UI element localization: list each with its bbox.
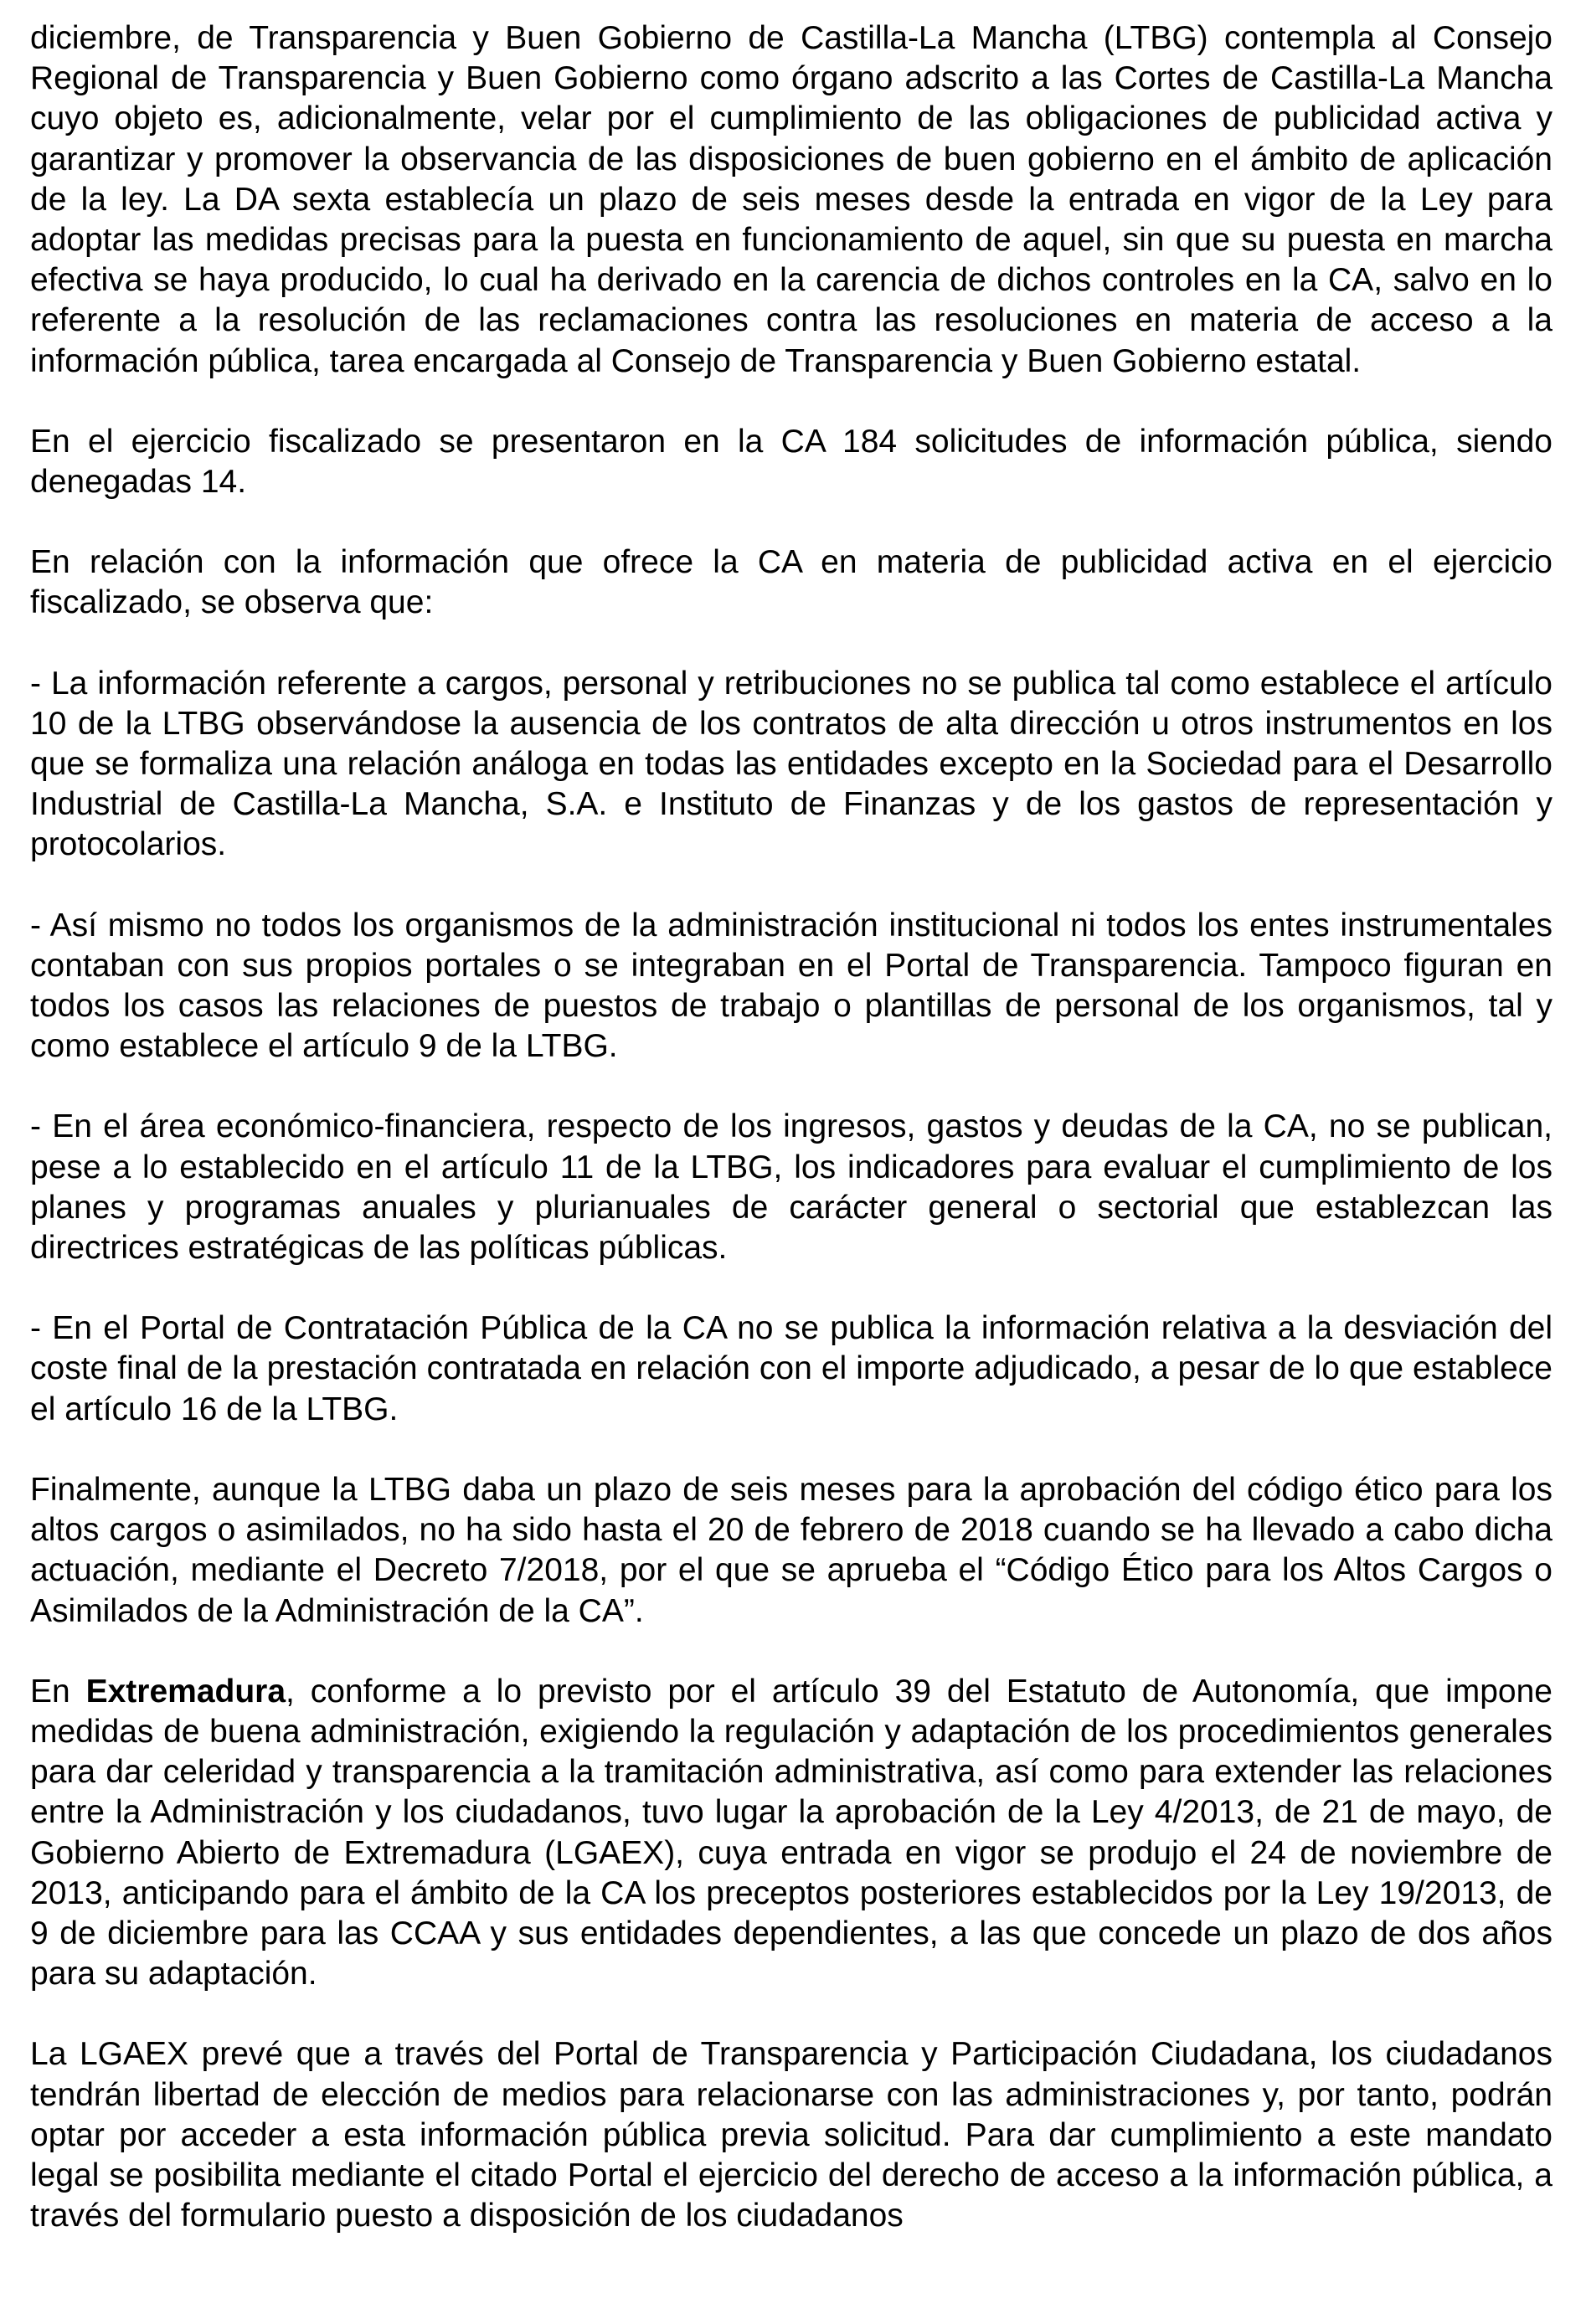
paragraph-extremadura-prefix: En (30, 1673, 86, 1710)
paragraph-solicitudes: En el ejercicio fiscalizado se presentaron en la CA 184 solicitudes de información pública, siendo denegadas 14. (30, 423, 1553, 501)
document-page (30, 18, 1553, 2236)
paragraph-cargos-personal: - La información referente a cargos, personal y retribuciones no se publica tal como establece el artículo 10 de la LTBG observándose la ausencia de los contratos de alta dirección u otros instrumentos en los que se formaliza una relación análoga en todas las entidades excepto en la Sociedad para el Desarrollo Industrial de Castilla-La Mancha, S.A. e Instituto de Finanzas y de los gastos de representación y protocolarios. (30, 665, 1553, 863)
paragraph-codigo-etico: Finalmente, aunque la LTBG daba un plazo de seis meses para la aprobación del código ético para los altos cargos o asimilados, no ha sido hasta el 20 de febrero de 2018 cuando se ha llevado a cabo dicha actuación, mediante el Decreto 7/2018, por el que se aprueba el “Código Ético para los Altos Cargos o Asimilados de la Administración de la CA”. (30, 1471, 1553, 1629)
paragraph-organismos-portales: - Así mismo no todos los organismos de la administración institucional ni todos los entes instrumentales contaban con sus propios portales o se integraban en el Portal de Transparencia. Tampoco figuran en todos los casos las relaciones de puestos de trabajo o plantillas de personal de los organismos, tal y como establece el artículo 9 de la LTBG. (30, 907, 1553, 1065)
paragraph-extremadura-body: , conforme a lo previsto por el artículo 39 del Estatuto de Autonomía, que impone medidas de buena administración, exigiendo la regulación y adaptación de los procedimientos generales para dar celeridad y transparencia a la tramitación administrativa, así como para extender las relaciones entre la Administración y los ciudadanos, tuvo lugar la aprobación de la Ley 4/2013, de 21 de mayo, de Gobierno Abierto de Extremadura (LGAEX), cuya entrada en vigor se produjo el 24 de noviembre de 2013, anticipando para el ámbito de la CA los preceptos posteriores establecidos por la Ley 19/2013, de 9 de diciembre para las CCAA y sus entidades dependientes, a las que concede un plazo de dos años para su adaptación. (30, 1673, 1553, 1992)
paragraph-contratacion-publica: - En el Portal de Contratación Pública de la CA no se publica la información relativa a la desviación del coste final de la prestación contratada en relación con el importe adjudicado, a pesar de lo que establece el artículo 16 de la LTBG. (30, 1310, 1553, 1427)
region-name-extremadura: Extremadura (85, 1673, 286, 1710)
paragraph-lgaex-portal: La LGAEX prevé que a través del Portal de Transparencia y Participación Ciudadana, los ciudadanos tendrán libertad de elección de medios para relacionarse con las administraciones y, por tanto, podrán optar por acceder a esta información pública previa solicitud. Para dar cumplimiento a este mandato legal se posibilita mediante el citado Portal el ejercicio del derecho de acceso a la información pública, a través del formulario puesto a disposición de los ciudadanos (30, 2036, 1553, 2234)
paragraph-economico-financiera: - En el área económico-financiera, respecto de los ingresos, gastos y deudas de la CA, no se publican, pese a lo establecido en el artículo 11 de la LTBG, los indicadores para evaluar el cumplimiento de los planes y programas anuales y plurianuales de carácter general o sectorial que establezcan las directrices estratégicas de las políticas públicas. (30, 1108, 1553, 1267)
paragraph-extremadura (30, 1672, 1553, 1995)
paragraph-consejo-regional: diciembre, de Transparencia y Buen Gobierno de Castilla-La Mancha (LTBG) contempla al Consejo Regional de Transparencia y Buen Gobierno como órgano adscrito a las Cortes de Castilla-La Mancha cuyo objeto es, adicionalmente, velar por el cumplimiento de las obligaciones de publicidad activa y garantizar y promover la observancia de las disposiciones de buen gobierno en el ámbito de aplicación de la ley. La DA sexta establecía un plazo de seis meses desde la entrada en vigor de la Ley para adoptar las medidas precisas para la puesta en funcionamiento de aquel, sin que su puesta en marcha efectiva se haya producido, lo cual ha derivado en la carencia de dichos controles en la CA, salvo en lo referente a la resolución de las reclamaciones contra las resoluciones en materia de acceso a la información pública, tarea encargada al Consejo de Transparencia y Buen Gobierno estatal. (30, 20, 1553, 379)
paragraph-publicidad-activa-intro: En relación con la información que ofrece la CA en materia de publicidad activa en el ejercicio fiscalizado, se observa que: (30, 544, 1553, 621)
